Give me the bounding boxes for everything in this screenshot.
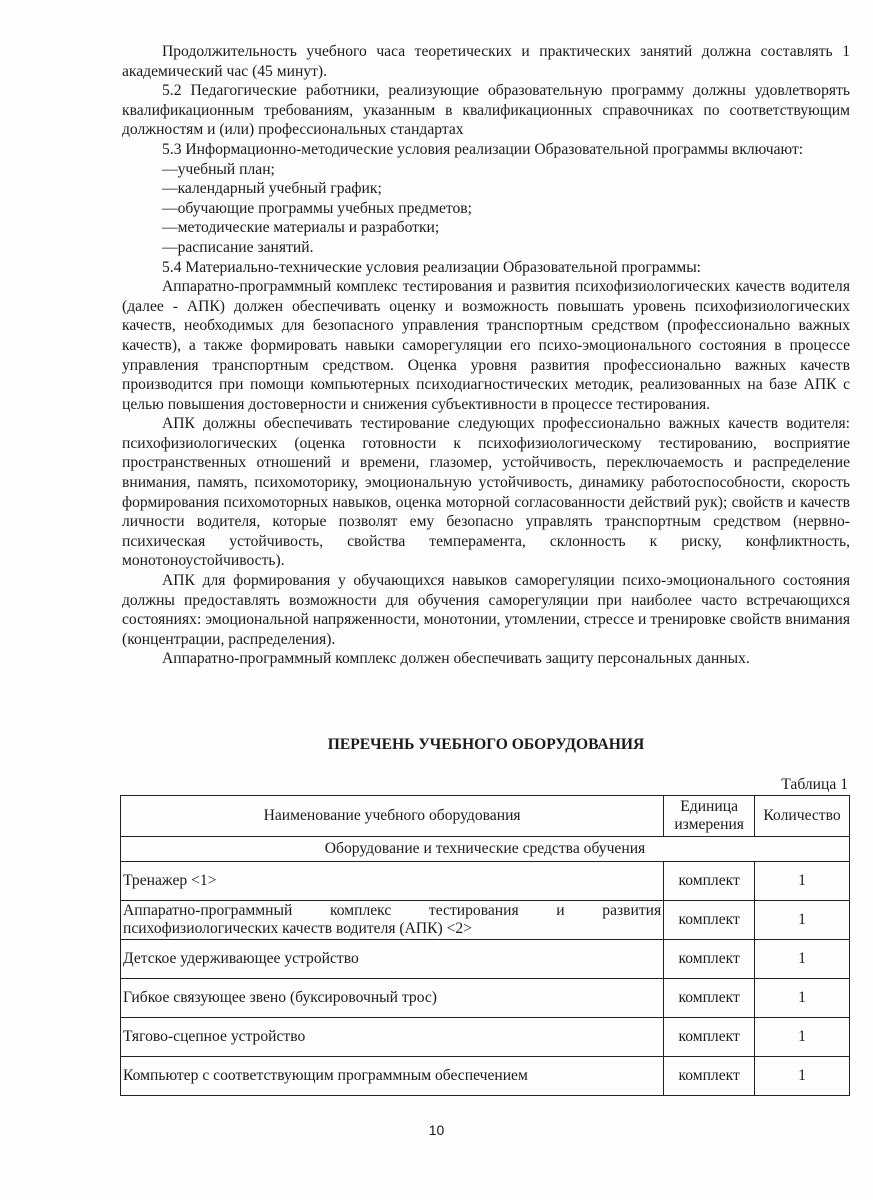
list-item: —расписание занятий.	[162, 238, 314, 256]
body-text	[122, 42, 850, 669]
list-item: —учебный план;	[162, 160, 275, 178]
list-item: —календарный учебный график;	[162, 180, 382, 198]
cell-unit: комплект	[664, 979, 755, 1018]
section-title: Оборудование и технические средства обучения	[121, 837, 850, 862]
cell-name: Компьютер с соответствующим программным обеспечением	[121, 1057, 664, 1096]
paragraph-5-4: 5.4 Материально-технические условия реализации Образовательной программы:	[162, 258, 702, 276]
header-unit: Единица измерения	[664, 796, 755, 837]
cell-unit: комплект	[664, 901, 755, 940]
table-row	[121, 940, 850, 979]
header-name: Наименование учебного оборудования	[121, 796, 664, 837]
cell-qty: 1	[755, 1018, 850, 1057]
cell-unit: комплект	[664, 940, 755, 979]
cell-qty: 1	[755, 862, 850, 901]
table-row	[121, 901, 850, 940]
cell-unit: комплект	[664, 1057, 755, 1096]
paragraph-hour-duration: Продолжительность учебного часа теоретических и практических занятий должна составлять 1 академический час (45 минут).	[122, 43, 850, 80]
cell-name: Тренажер <1>	[121, 862, 664, 901]
cell-qty: 1	[755, 901, 850, 940]
cell-name	[121, 901, 664, 940]
table-row	[121, 1057, 850, 1096]
cell-unit: комплект	[664, 862, 755, 901]
paragraph-apk-testing: АПК должны обеспечивать тестирование следующих профессионально важных качеств водителя: психофизиологических (оценка готовности к психофизиологическому тестированию, восприятие пространственных отношений и времени, глазомер, устойчивость, переключаемость и распределение внимания, память, психомоторику, эмоциональную устойчивость, динамику работоспособности, скорость формирования психомоторных навыков, оценка моторной согласованности действий рук); свойств и качеств личности водителя, которые позволят ему безопасно управлять транспортным средством (нервно-психическая устойчивость, свойства темперамента, склонность к риску, конфликтность, монотоноустойчивость).	[122, 415, 850, 570]
table-row	[121, 1018, 850, 1057]
header-qty: Количество	[755, 796, 850, 837]
list-item: —обучающие программы учебных предметов;	[162, 199, 472, 217]
page-number: 10	[428, 1122, 445, 1138]
cell-qty: 1	[755, 979, 850, 1018]
cell-unit: комплект	[664, 1018, 755, 1057]
table-row	[121, 979, 850, 1018]
cell-qty: 1	[755, 1057, 850, 1096]
cell-name: Детское удерживающее устройство	[121, 940, 664, 979]
cell-name-line1: Аппаратно-программный комплекс тестирования и развития	[123, 902, 662, 919]
paragraph-apk-selfregulation: АПК для формирования у обучающихся навыков саморегуляции психо-эмоционального состояния должны предоставлять возможности для обучения саморегуляции при наиболее часто встречающихся состояниях: эмоциональной напряженности, монотонии, утомлении, стрессе и тренировке свойств внимания (концентрации, распределения).	[122, 572, 850, 648]
paragraph-5-3: 5.3 Информационно-методические условия реализации Образовательной программы включают:	[162, 140, 804, 158]
equipment-table	[120, 795, 850, 1096]
table-row	[121, 862, 850, 901]
table-section-row	[121, 837, 850, 862]
table-label: Таблица 1	[781, 776, 848, 793]
list-item: —методические материалы и разработки;	[162, 219, 440, 237]
cell-name-line2: психофизиологических качеств водителя (АПК) <2>	[123, 920, 473, 937]
cell-qty: 1	[755, 940, 850, 979]
cell-name: Тягово-сцепное устройство	[121, 1018, 664, 1057]
paragraph-5-2: 5.2 Педагогические работники, реализующие образовательную программу должны удовлетворять квалификационным требованиям, указанным в квалификационных справочниках по соответствующим должностям и (или) профессиональных стандартах	[122, 82, 850, 139]
paragraph-apk-description: Аппаратно-программный комплекс тестирования и развития психофизиологических качеств водителя (далее - АПК) должен обеспечивать оценку и возможность повышать уровень психофизиологических качеств, необходимых для безопасного управления транспортным средством (профессионально важных качеств), а также формировать навыки саморегуляции его психо-эмоционального состояния в процессе управления транспортным средством. Оценка уровня развития профессионально важных качеств производится при помощи компьютерных психодиагностических методик, реализованных на базе АПК с целью повышения достоверности и снижения субъективности в процессе тестирования.	[122, 278, 850, 413]
table-header-row	[121, 796, 850, 837]
section-heading: ПЕРЕЧЕНЬ УЧЕБНОГО ОБОРУДОВАНИЯ	[327, 736, 645, 753]
cell-name: Гибкое связующее звено (буксировочный трос)	[121, 979, 664, 1018]
paragraph-apk-data-protection: Аппаратно-программный комплекс должен обеспечивать защиту персональных данных.	[162, 650, 750, 668]
